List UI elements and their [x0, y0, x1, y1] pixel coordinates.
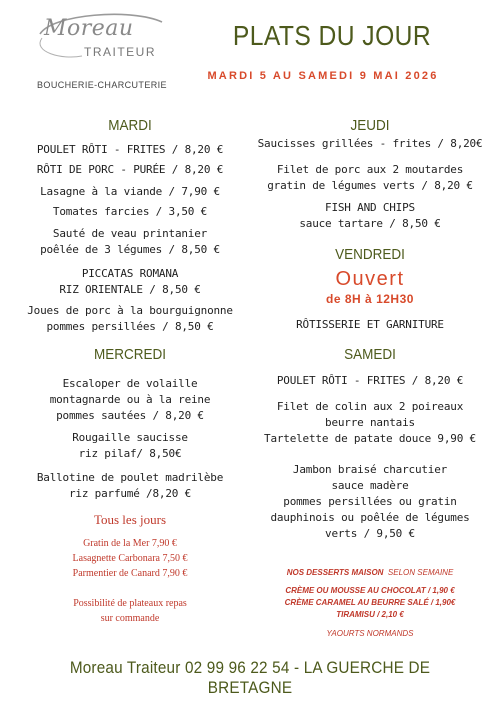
menu-line: montagnarde ou à la reine: [49, 393, 211, 406]
menu-line: poêlée de 3 légumes / 8,50 €: [40, 243, 220, 256]
menu-line: Filet de porc aux 2 moutardes: [276, 163, 464, 176]
menu-line: sauce madère: [331, 479, 409, 492]
footer-contact: Moreau Traiteur 02 99 96 22 54 - LA GUERCHE DE BRETAGNE: [69, 658, 431, 697]
vendredi-hours: de 8H à 12H30: [326, 292, 414, 306]
menu-line: FISH AND CHIPS: [325, 201, 415, 214]
day-heading-mardi: MARDI: [108, 117, 152, 134]
menu-line: pommes persillées / 8,50 €: [46, 320, 214, 333]
vendredi-ouvert: Ouvert: [335, 268, 405, 290]
day-heading-mercredi: MERCREDI: [93, 346, 166, 363]
menu-line: Tomates farcies / 3,50 €: [52, 205, 208, 218]
brand-logo: [22, 12, 182, 92]
menu-line: Rougaille saucisse: [72, 431, 188, 444]
tous-les-jours-line: Lasagnette Carbonara 7,50 €: [72, 553, 188, 564]
menu-line: pommes sautées / 8,20 €: [56, 409, 204, 422]
menu-line: POULET RÔTI - FRITES / 8,20 €: [276, 374, 464, 387]
page-title: PLATS DU JOUR: [232, 20, 432, 51]
desserts-heading-row: [250, 568, 490, 577]
tous-les-jours-line: sur commande: [100, 613, 160, 624]
dessert-footer-line: YAOURTS NORMANDS: [326, 629, 414, 638]
menu-line: RÔTISSERIE ET GARNITURE: [296, 318, 444, 331]
menu-line: Escaloper de volaille: [62, 377, 198, 390]
tous-les-jours-heading: Tous les jours: [93, 512, 167, 527]
logo-subtitle: BOUCHERIE-CHARCUTERIE: [37, 80, 167, 90]
desserts-heading: NOS DESSERTS MAISON: [286, 568, 384, 577]
menu-line: Tartelette de patate douce 9,90 €: [264, 432, 476, 445]
menu-line: Filet de colin aux 2 poireaux: [276, 400, 464, 413]
menu-line: sauce tartare / 8,50 €: [299, 217, 441, 230]
menu-line: pommes persillées ou gratin: [283, 495, 457, 508]
menu-line: gratin de légumes verts / 8,20 €: [267, 179, 473, 192]
menu-line: POULET RÔTI - FRITES / 8,20 €: [36, 143, 224, 156]
menu-line: verts / 9,50 €: [325, 527, 415, 540]
tous-les-jours-line: Possibilité de plateaux repas: [73, 598, 187, 609]
dessert-line: CRÈME OU MOUSSE AU CHOCOLAT / 1,90 €: [285, 586, 455, 595]
menu-line: RIZ ORIENTALE / 8,50 €: [59, 283, 201, 296]
menu-line: RÔTI DE PORC - PURÉE / 8,20 €: [36, 163, 224, 176]
date-range: MARDI 5 AU SAMEDI 9 MAI 2026: [207, 70, 439, 82]
menu-line: riz pilaf/ 8,50€: [78, 447, 182, 460]
menu-line: Sauté de veau printanier: [52, 227, 208, 240]
menu-line: beurre nantais: [325, 416, 415, 429]
day-heading-vendredi: VENDREDI: [335, 246, 405, 263]
desserts-heading-note: SELON SEMAINE: [387, 568, 454, 577]
dessert-line: TIRAMISU / 2,10 €: [336, 610, 404, 619]
tous-les-jours-line: Gratin de la Mer 7,90 €: [83, 538, 177, 549]
menu-line: Lasagne à la viande / 7,90 €: [40, 185, 220, 198]
menu-line: Ballotine de poulet madrilèbe: [36, 471, 224, 484]
logo-traiteur: TRAITEUR: [84, 45, 156, 59]
menu-line: Jambon braisé charcutier: [292, 463, 448, 476]
logo-name: Moreau: [44, 16, 134, 41]
menu-line: Joues de porc à la bourguignonne: [27, 304, 233, 317]
menu-line: PICCATAS ROMANA: [81, 267, 179, 280]
menu-line: Saucisses grillées - frites / 8,20€: [257, 137, 483, 150]
tous-les-jours-line: Parmentier de Canard 7,90 €: [72, 568, 188, 579]
dessert-line: CRÈME CARAMEL AU BEURRE SALÉ / 1,90€: [284, 598, 456, 607]
menu-line: riz parfumé /8,20 €: [68, 487, 192, 500]
day-heading-jeudi: JEUDI: [350, 117, 390, 134]
menu-line: dauphinois ou poêlée de légumes: [270, 511, 470, 524]
day-heading-samedi: SAMEDI: [344, 346, 396, 363]
